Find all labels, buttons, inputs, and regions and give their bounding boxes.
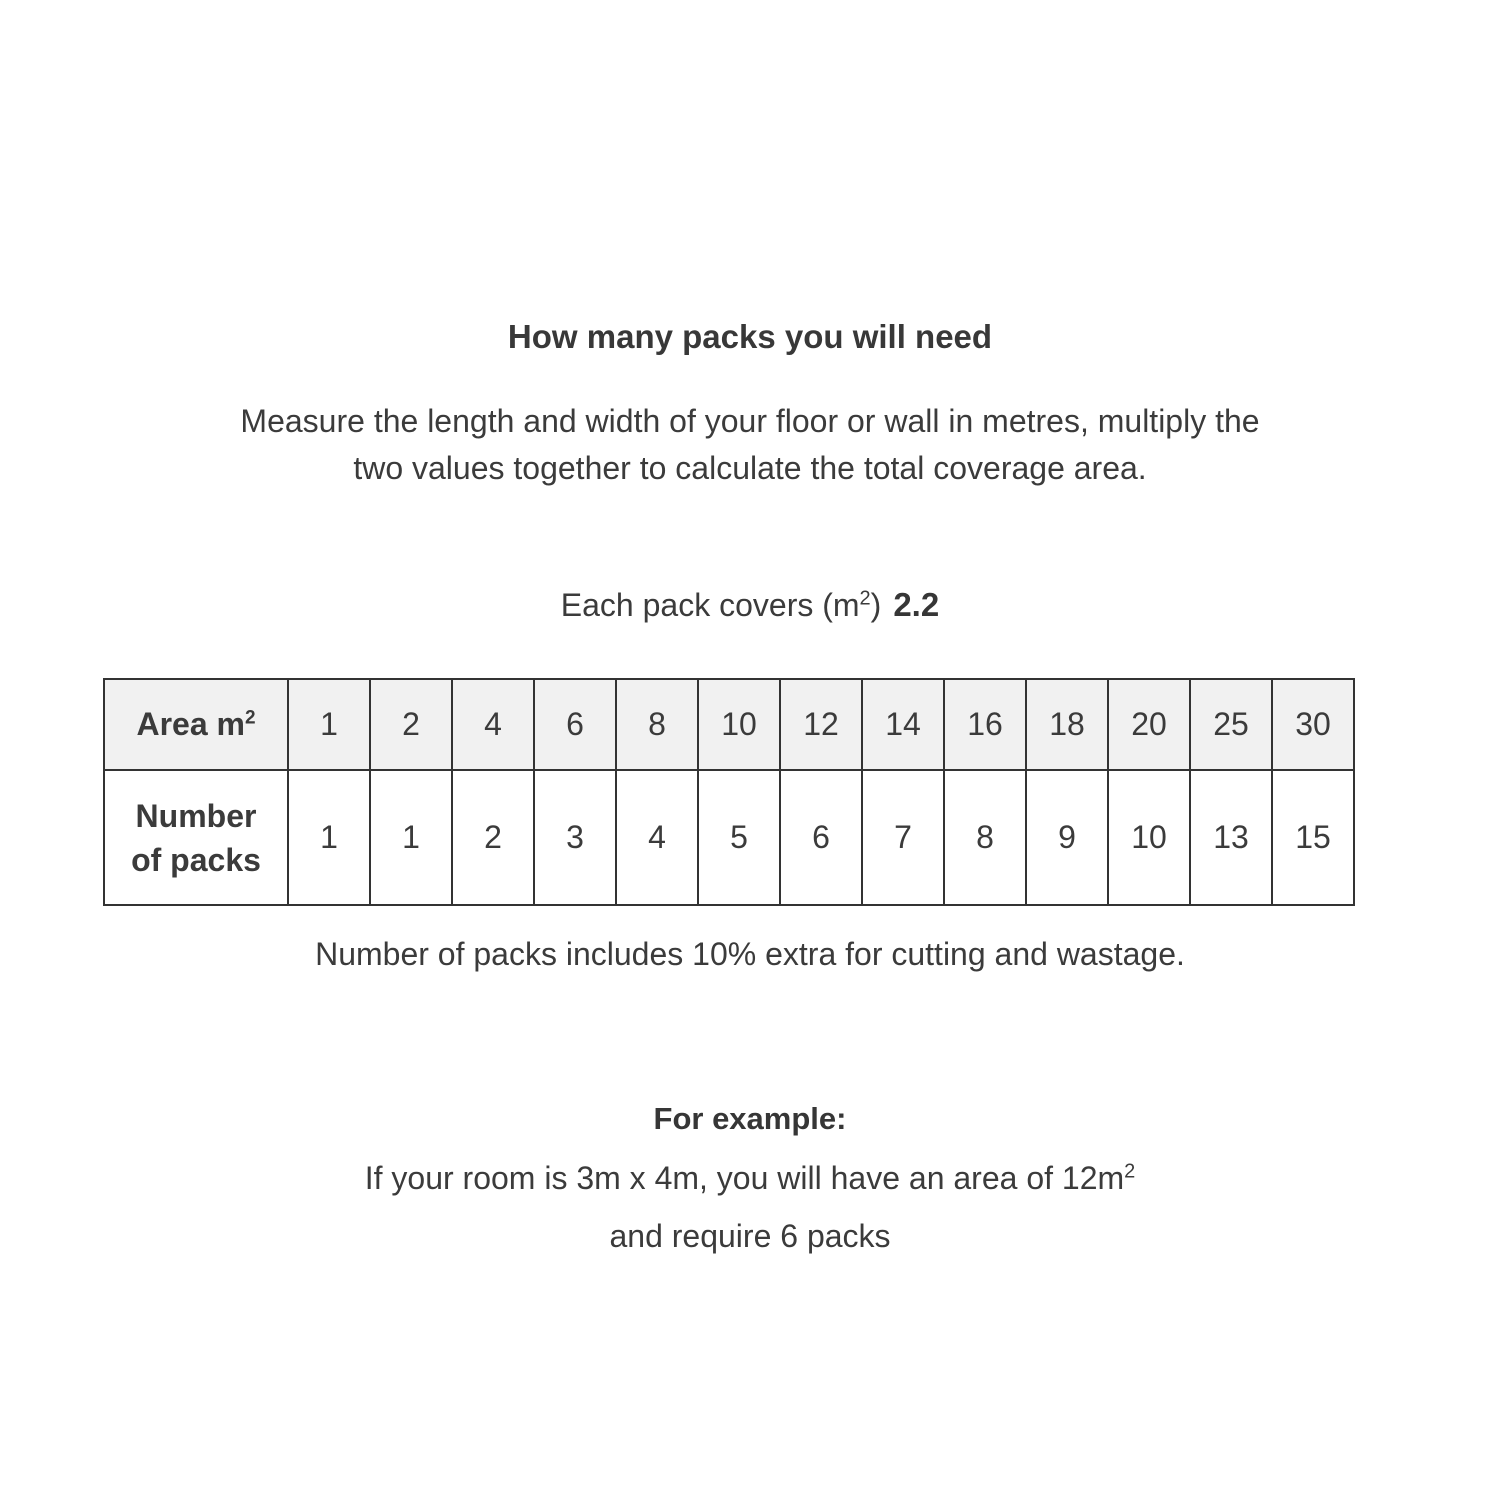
area-row-label bbox=[104, 679, 288, 770]
packs-table bbox=[103, 678, 1355, 906]
intro-line-2: two values together to calculate the total coverage area. bbox=[353, 450, 1147, 486]
area-cell: 8 bbox=[616, 679, 698, 770]
pack-coverage-line bbox=[0, 586, 1500, 624]
area-cell: 12 bbox=[780, 679, 862, 770]
packs-cell: 13 bbox=[1190, 770, 1272, 905]
example-line-1-text: If your room is 3m x 4m, you will have an area of 12m bbox=[364, 1160, 1125, 1196]
packs-cell: 15 bbox=[1272, 770, 1354, 905]
pack-coverage-superscript: 2 bbox=[859, 587, 871, 610]
example-line-2: and require 6 packs bbox=[609, 1218, 891, 1254]
packs-cell: 8 bbox=[944, 770, 1026, 905]
area-row bbox=[104, 679, 1354, 770]
packs-cell: 3 bbox=[534, 770, 616, 905]
wastage-note: Number of packs includes 10% extra for cutting and wastage. bbox=[315, 936, 1185, 972]
area-cell: 16 bbox=[944, 679, 1026, 770]
example-line-1 bbox=[0, 1160, 1500, 1197]
area-cell: 25 bbox=[1190, 679, 1272, 770]
area-cell: 2 bbox=[370, 679, 452, 770]
area-cell: 6 bbox=[534, 679, 616, 770]
area-cell: 14 bbox=[862, 679, 944, 770]
area-cell: 30 bbox=[1272, 679, 1354, 770]
area-cell: 4 bbox=[452, 679, 534, 770]
pack-coverage-label-suffix: ) bbox=[870, 587, 882, 623]
area-cell: 1 bbox=[288, 679, 370, 770]
packs-row-label-line-2: of packs bbox=[131, 841, 261, 878]
packs-row-label-line-1: Number bbox=[135, 797, 257, 834]
area-cell: 20 bbox=[1108, 679, 1190, 770]
packs-cell: 9 bbox=[1026, 770, 1108, 905]
page-title: How many packs you will need bbox=[507, 318, 993, 355]
packs-cell: 1 bbox=[370, 770, 452, 905]
pack-coverage-value: 2.2 bbox=[893, 586, 940, 623]
area-row-label-superscript: 2 bbox=[244, 707, 256, 729]
area-cell: 10 bbox=[698, 679, 780, 770]
packs-cell: 1 bbox=[288, 770, 370, 905]
packs-cell: 2 bbox=[452, 770, 534, 905]
packs-cell: 5 bbox=[698, 770, 780, 905]
intro-paragraph bbox=[0, 398, 1500, 492]
packs-cell: 6 bbox=[780, 770, 862, 905]
packs-cell: 4 bbox=[616, 770, 698, 905]
area-row-label-text: Area m bbox=[136, 706, 245, 742]
intro-line-1: Measure the length and width of your floor or wall in metres, multiply the bbox=[240, 403, 1260, 439]
packs-cell: 7 bbox=[862, 770, 944, 905]
packs-row-label bbox=[104, 770, 288, 905]
example-heading: For example: bbox=[653, 1101, 847, 1136]
pack-coverage-label: Each pack covers (m bbox=[560, 587, 860, 623]
packs-row bbox=[104, 770, 1354, 905]
example-line-1-superscript: 2 bbox=[1124, 1160, 1136, 1183]
area-cell: 18 bbox=[1026, 679, 1108, 770]
packs-cell: 10 bbox=[1108, 770, 1190, 905]
